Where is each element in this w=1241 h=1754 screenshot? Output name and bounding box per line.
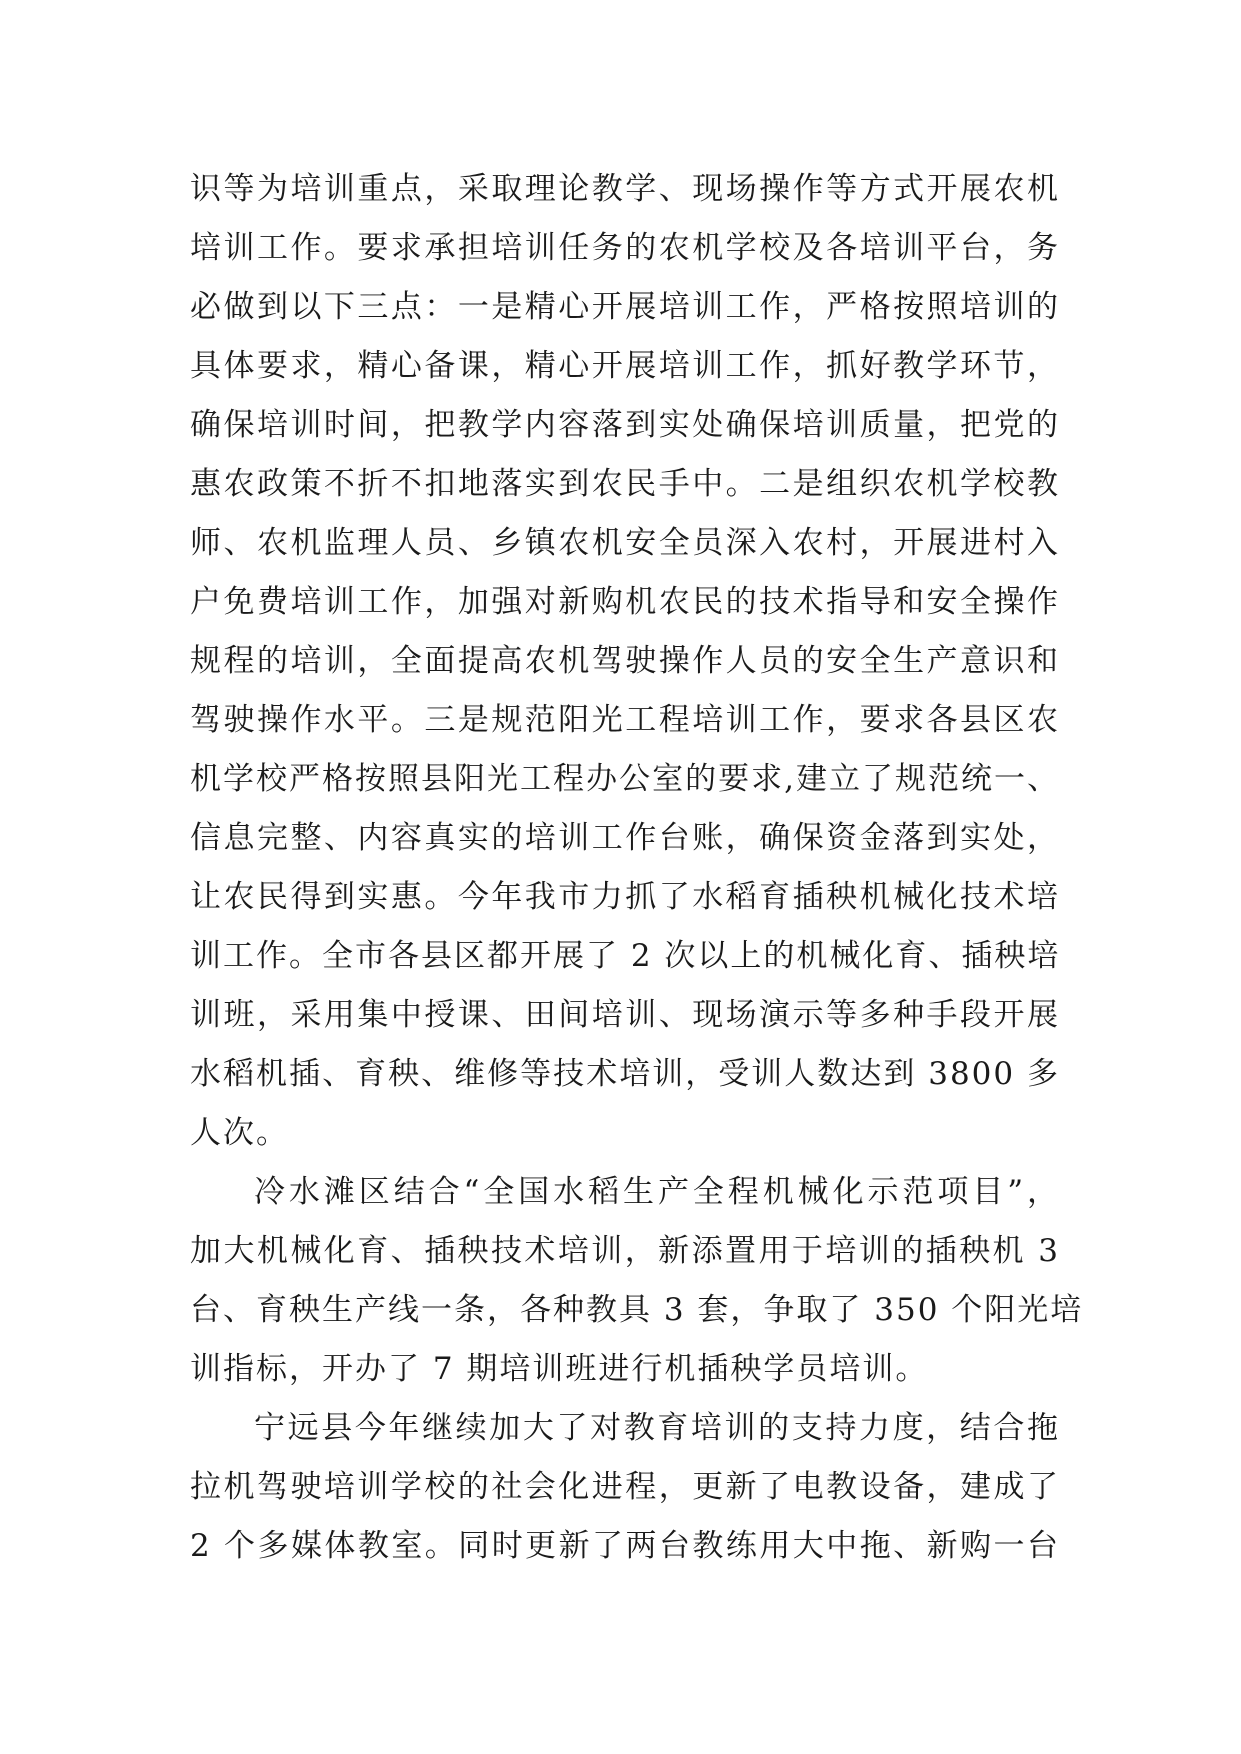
text-line: 2 个多媒体教室。同时更新了两台教练用大中拖、新购一台: [190, 1528, 1060, 1564]
text-line: 拉机驾驶培训学校的社会化进程，更新了电教设备，建成了: [190, 1469, 1060, 1505]
text-line: 让农民得到实惠。今年我市力抓了水稻育插秧机械化技术培: [190, 879, 1060, 915]
text-line: 户免费培训工作，加强对新购机农民的技术指导和安全操作: [190, 584, 1060, 620]
text-line: 台、育秧生产线一条，各种教具 3 套，争取了 350 个阳光培: [190, 1292, 1084, 1328]
text-line: 人次。: [190, 1115, 289, 1151]
document-body: [190, 160, 1084, 1576]
text-line: 水稻机插、育秧、维修等技术培训，受训人数达到 3800 多: [190, 1056, 1060, 1092]
text-line: 驾驶操作水平。三是规范阳光工程培训工作，要求各县区农: [190, 702, 1060, 738]
text-line: 机学校严格按照县阳光工程办公室的要求,建立了规范统一、: [190, 761, 1060, 797]
text-line: 规程的培训，全面提高农机驾驶操作人员的安全生产意识和: [190, 643, 1060, 679]
text-line: 确保培训时间，把教学内容落到实处确保培训质量，把党的: [190, 407, 1060, 443]
text-line: 加大机械化育、插秧技术培训，新添置用于培训的插秧机 3: [190, 1233, 1060, 1269]
paragraph-3: [190, 1399, 1060, 1576]
text-line: 冷水滩区结合“全国水稻生产全程机械化示范项目”，: [254, 1174, 1060, 1210]
text-line: 训班，采用集中授课、田间培训、现场演示等多种手段开展: [190, 997, 1060, 1033]
text-line: 具体要求，精心备课，精心开展培训工作，抓好教学环节，: [190, 348, 1060, 384]
text-line: 识等为培训重点，采取理论教学、现场操作等方式开展农机: [190, 171, 1060, 207]
paragraph-2: [190, 1163, 1084, 1399]
text-line: 惠农政策不折不扣地落实到农民手中。二是组织农机学校教: [190, 466, 1060, 502]
text-line: 培训工作。要求承担培训任务的农机学校及各培训平台，务: [190, 230, 1060, 266]
text-line: 训工作。全市各县区都开展了 2 次以上的机械化育、插秧培: [190, 938, 1061, 974]
text-line: 宁远县今年继续加大了对教育培训的支持力度，结合拖: [254, 1410, 1060, 1446]
text-line: 必做到以下三点：一是精心开展培训工作，严格按照培训的: [190, 289, 1060, 325]
text-line: 训指标，开办了 7 期培训班进行机插秧学员培训。: [190, 1351, 929, 1387]
text-line: 信息完整、内容真实的培训工作台账，确保资金落到实处，: [190, 820, 1060, 856]
paragraph-1: [190, 160, 1060, 1163]
text-line: 师、农机监理人员、乡镇农机安全员深入农村，开展进村入: [190, 525, 1060, 561]
